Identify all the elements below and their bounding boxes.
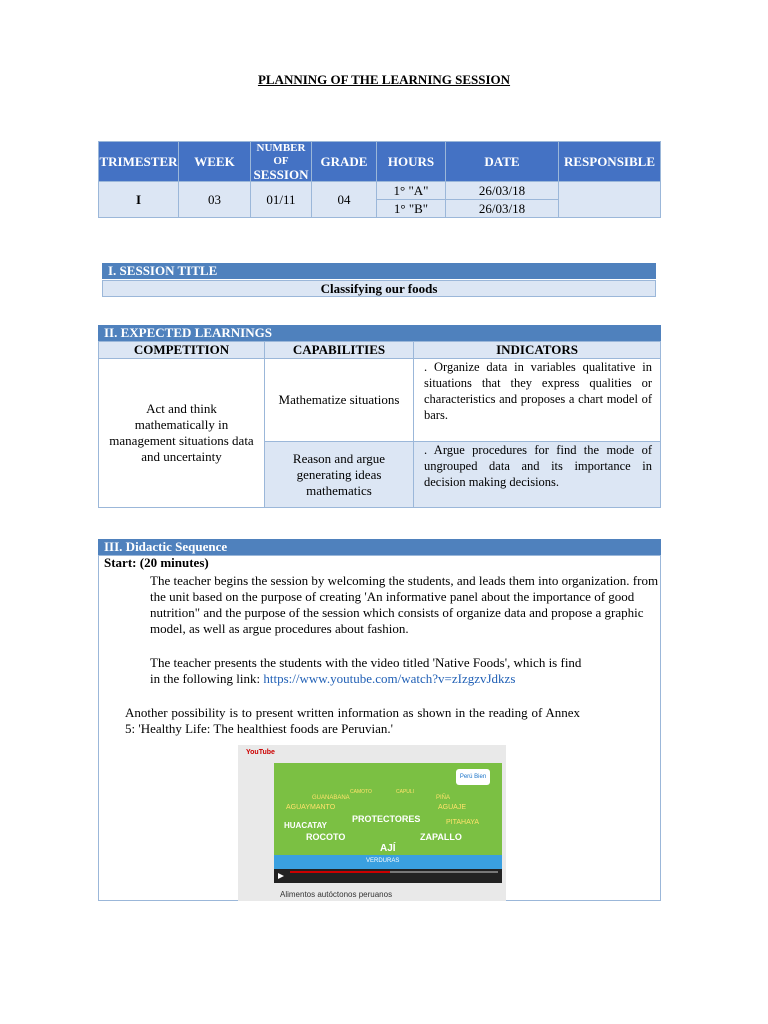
head-indicators: INDICATORS <box>414 342 661 359</box>
col-trimester: TRIMESTER <box>99 142 179 182</box>
capability-2: Reason and argue generating ideas mathematics <box>265 442 414 508</box>
progress-bar[interactable] <box>290 871 390 873</box>
word-pitahaya: PITAHAYA <box>446 819 480 826</box>
session-title-value: Classifying our foods <box>102 280 656 297</box>
indicator-1: . Organize data in variables qualitative in situations that they express qualities or characteristics and proposes a chart model of bars. <box>414 359 661 442</box>
word-capuli: CAPULI <box>396 789 415 795</box>
play-icon[interactable] <box>278 873 284 879</box>
indicator-2: . Argue procedures for find the mode of ungrouped data and its importance in decision making decisions. <box>414 442 661 508</box>
col-date: DATE <box>446 142 559 182</box>
competition-cell: Act and think mathematically in management situations data and uncertainty <box>99 359 265 508</box>
week-value: 03 <box>179 182 251 218</box>
video-screenshot[interactable] <box>238 745 506 901</box>
word-verduras: VERDURAS <box>366 858 400 864</box>
date-a: 26/03/18 <box>446 182 559 200</box>
word-guanabana: GUANABANA <box>312 795 350 801</box>
word-aji: AJÍ <box>380 843 396 854</box>
expected-learnings-heading: II. EXPECTED LEARNINGS <box>98 325 661 341</box>
col-grade: GRADE <box>312 142 377 182</box>
hours-b: 1° "B" <box>377 200 446 218</box>
word-rocoto: ROCOTO <box>306 832 346 842</box>
head-competition: COMPETITION <box>99 342 265 359</box>
progress-track <box>390 871 498 873</box>
head-capabilities: CAPABILITIES <box>265 342 414 359</box>
col-responsible: RESPONSIBLE <box>559 142 661 182</box>
word-aguaymanto: AGUAYMANTO <box>286 804 336 811</box>
hours-a: 1° "A" <box>377 182 446 200</box>
trimester-value: I <box>99 182 179 218</box>
video-controls[interactable] <box>274 869 502 883</box>
didactic-sequence-heading: III. Didactic Sequence <box>98 539 661 555</box>
grade-value: 04 <box>312 182 377 218</box>
youtube-logo: YouTube <box>246 749 275 756</box>
responsible-value <box>559 182 661 218</box>
word-huacatay: HUACATAY <box>284 821 327 830</box>
section-title-heading: I. SESSION TITLE <box>102 263 656 279</box>
col-week: WEEK <box>179 142 251 182</box>
start-label: Start: (20 minutes) <box>104 555 209 570</box>
learnings-table <box>98 341 661 508</box>
word-protectores: PROTECTORES <box>352 814 421 824</box>
session-value: 01/11 <box>251 182 312 218</box>
video-caption: Alimentos autóctonos peruanos <box>280 890 393 899</box>
paragraph-1: The teacher begins the session by welcoming the students, and leads them into organization. from the unit based on the purpose of creating 'An informative panel about the importance of good nutrition" and the purpose of the session which consists of organize data and propose a graphic model, as well as argue procedures about fashion. <box>150 573 659 636</box>
col-number-session: NUMBER OF SESSION <box>251 142 312 182</box>
paragraph-3: Another possibility is to present written information as shown in the reading of Annex 5: 'Healthy Life: The healthiest foods are Peruvian.' <box>125 705 580 736</box>
document-title: PLANNING OF THE LEARNING SESSION <box>257 72 511 87</box>
session-info-table <box>98 141 661 218</box>
video-link[interactable]: https://www.youtube.com/watch?v=zIzgzvJdkzs <box>263 671 516 686</box>
paragraph-2: The teacher presents the students with the video titled 'Native Foods', which is find in the following link: https://www.youtube.com/watch?v=zIzgzvJdkzs <box>150 655 582 686</box>
word-camoto: CAMOTO <box>350 789 372 795</box>
date-b: 26/03/18 <box>446 200 559 218</box>
peru-badge: Perú Bien <box>456 769 490 785</box>
word-aguaje: AGUAJE <box>438 804 467 811</box>
col-hours: HOURS <box>377 142 446 182</box>
word-pina: PIÑA <box>436 795 451 801</box>
word-zapallo: ZAPALLO <box>420 832 462 842</box>
capability-1: Mathematize situations <box>265 359 414 442</box>
